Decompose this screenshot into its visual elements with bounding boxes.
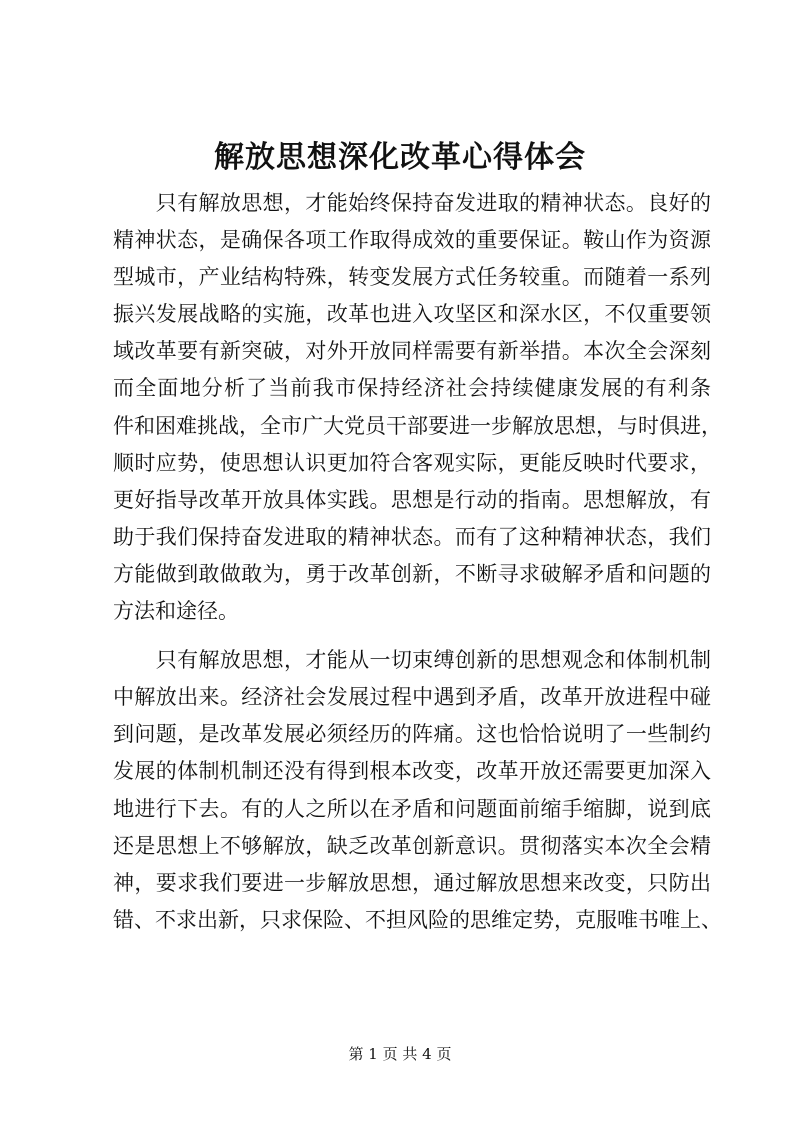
paragraph-2-line-7: 神，要求我们要进一步解放思想，通过解放思想来改变，只防出 (113, 870, 711, 895)
paragraph-2-line-4: 发展的体制机制还没有得到根本改变，改革开放还需要更加深入 (113, 759, 711, 784)
document-body (113, 185, 722, 939)
document-title: 解放思想深化改革心得体会 (214, 140, 586, 175)
paragraph-2 (113, 642, 722, 939)
paragraph-1-line-3: 型城市，产业结构特殊，转变发展方式任务较重。而随着一系列 (113, 265, 711, 290)
paragraph-1-line-6: 而全面地分析了当前我市保持经济社会持续健康发展的有利条 (113, 376, 711, 401)
paragraph-2-line-8: 错、不求出新，只求保险、不担风险的思维定势，克服唯书唯上、 (113, 907, 722, 932)
paragraph-1-line-1: 只有解放思想，才能始终保持奋发进取的精神状态。良好的 (113, 191, 711, 215)
paragraph-1-line-2: 精神状态，是确保各项工作取得成效的重要保证。鞍山作为资源 (113, 228, 711, 253)
paragraph-2-line-1: 只有解放思想，才能从一切束缚创新的思想观念和体制机制 (113, 648, 711, 673)
paragraph-1-line-4: 振兴发展战略的实施，改革也进入攻坚区和深水区，不仅重要领 (113, 302, 711, 327)
paragraph-1-line-12: 方法和途径。 (113, 599, 239, 624)
paragraph-1-line-5: 域改革要有新突破，对外开放同样需要有新举措。本次全会深刻 (113, 339, 711, 364)
paragraph-2-line-3: 到问题，是改革发展必须经历的阵痛。这也恰恰说明了一些制约 (113, 722, 711, 747)
paragraph-1-line-10: 助于我们保持奋发进取的精神状态。而有了这种精神状态，我们 (113, 524, 711, 549)
paragraph-spacing (113, 630, 711, 642)
paragraph-1-line-7: 件和困难挑战，全市广大党员干部要进一步解放思想，与时俱进， (113, 413, 722, 438)
paragraph-2-line-5: 地进行下去。有的人之所以在矛盾和问题面前缩手缩脚，说到底 (113, 796, 711, 821)
paragraph-1 (113, 185, 722, 630)
paragraph-2-line-2: 中解放出来。经济社会发展过程中遇到矛盾，改革开放进程中碰 (113, 685, 711, 710)
page-number-footer: 第 1 页 共 4 页 (348, 1045, 452, 1063)
paragraph-1-line-9: 更好指导改革开放具体实践。思想是行动的指南。思想解放，有 (113, 487, 711, 512)
paragraph-2-line-6: 还是思想上不够解放，缺乏改革创新意识。贯彻落实本次全会精 (113, 833, 711, 858)
paragraph-1-line-8: 顺时应势，使思想认识更加符合客观实际，更能反映时代要求， (113, 450, 711, 475)
paragraph-1-line-11: 方能做到敢做敢为，勇于改革创新，不断寻求破解矛盾和问题的 (113, 561, 711, 586)
